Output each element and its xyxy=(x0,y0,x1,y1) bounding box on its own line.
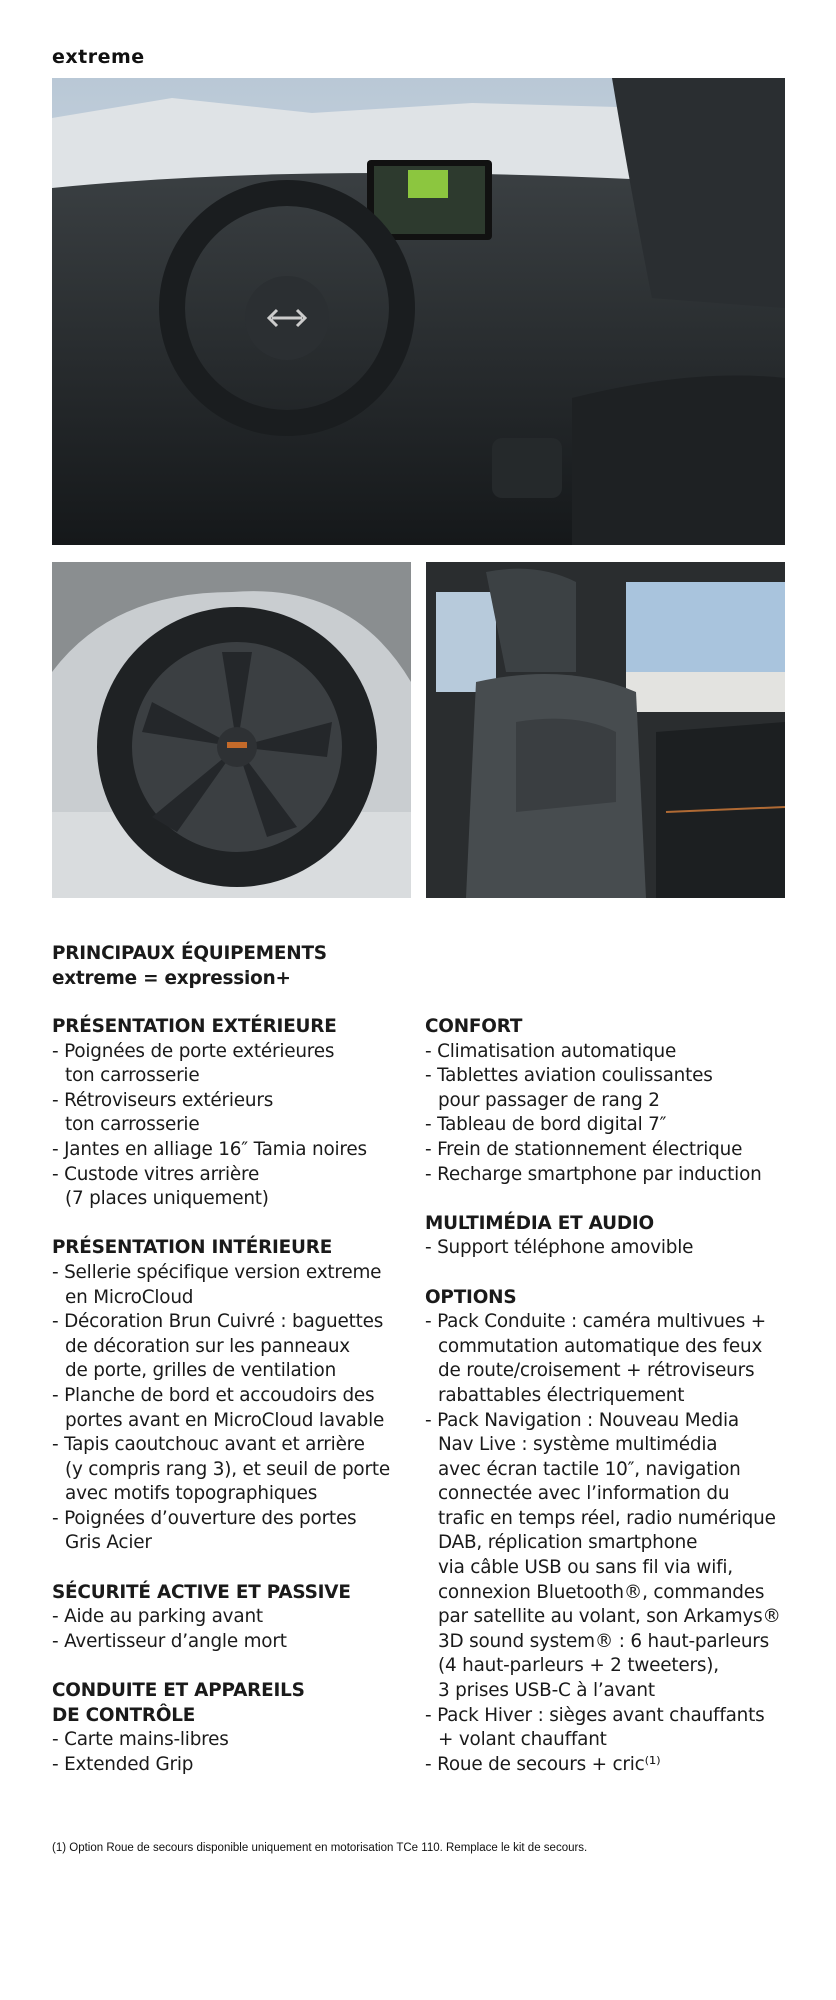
list-item-line: - Pack Hiver : sièges avant chauffants xyxy=(425,1704,765,1726)
list-item-line: - Poignées de porte extérieures xyxy=(52,1040,335,1062)
list-item-line: - Planche de bord et accoudoirs des xyxy=(52,1384,375,1406)
section-presentation-exterieure xyxy=(52,1015,417,1212)
list-item-line: de décoration sur les panneaux xyxy=(65,1335,350,1357)
list-item xyxy=(52,1040,417,1089)
dashboard-interior-photo xyxy=(52,78,785,545)
list-item-line: - Carte mains-libres xyxy=(52,1729,229,1751)
list-item-line: 3D sound system® : 6 haut-parleurs xyxy=(438,1630,770,1652)
list-item xyxy=(425,1753,805,1778)
intro-subtitle: extreme = expression+ xyxy=(52,967,291,989)
list-item-line: (7 places uniquement) xyxy=(65,1188,269,1210)
list-item-line: via câble USB ou sans fil via wifi, xyxy=(438,1557,733,1579)
list-item-line: - Climatisation automatique xyxy=(425,1040,677,1062)
section-multimedia-et-audio xyxy=(425,1212,805,1261)
section-confort xyxy=(425,1015,805,1187)
intro-title: PRINCIPAUX ÉQUIPEMENTS xyxy=(52,943,327,964)
list-item-line: en MicroCloud xyxy=(65,1286,194,1308)
intro-heading xyxy=(52,942,327,991)
section-title xyxy=(52,1679,417,1728)
list-item-line: - Décoration Brun Cuivré : baguettes xyxy=(52,1311,384,1333)
list-item-line: connexion Bluetooth®, commandes xyxy=(438,1581,765,1603)
list-item xyxy=(52,1630,417,1655)
list-item-line: commutation automatique des feux xyxy=(438,1335,763,1357)
list-item-line: - Poignées d’ouverture des portes xyxy=(52,1507,357,1529)
list-item xyxy=(425,1310,805,1408)
section-title-line: CONDUITE ET APPAREILS xyxy=(52,1680,305,1702)
list-item-line: (4 haut-parleurs + 2 tweeters), xyxy=(438,1655,719,1677)
section-securite-active-et-passive xyxy=(52,1581,417,1655)
right-column xyxy=(425,1015,805,1802)
left-column xyxy=(52,1015,417,1802)
list-item xyxy=(52,1138,417,1163)
list-item-line: portes avant en MicroCloud lavable xyxy=(65,1409,385,1431)
list-item-line: pour passager de rang 2 xyxy=(438,1089,660,1111)
list-item xyxy=(425,1113,805,1138)
list-item xyxy=(425,1163,805,1188)
list-item-line: Gris Acier xyxy=(65,1532,152,1554)
list-item-line: - Pack Navigation : Nouveau Media xyxy=(425,1409,739,1431)
section-title: PRÉSENTATION INTÉRIEURE xyxy=(52,1237,333,1259)
section-presentation-interieure xyxy=(52,1236,417,1556)
list-item-line: + volant chauffant xyxy=(438,1729,607,1751)
list-item xyxy=(52,1384,417,1433)
list-item-line: - Roue de secours + cric⁽¹⁾ xyxy=(425,1753,661,1775)
alloy-wheel-photo xyxy=(52,562,411,898)
brand-logo: extreme xyxy=(52,46,145,68)
list-item-line: - Recharge smartphone par induction xyxy=(425,1163,762,1185)
list-item xyxy=(52,1507,417,1556)
section-title: MULTIMÉDIA ET AUDIO xyxy=(425,1212,654,1234)
list-item xyxy=(425,1704,805,1753)
list-item-line: 3 prises USB-C à l’avant xyxy=(438,1680,655,1702)
list-item-line: - Tapis caoutchouc avant et arrière xyxy=(52,1434,365,1456)
list-item-line: - Tablettes aviation coulissantes xyxy=(425,1065,713,1087)
list-item-line: de porte, grilles de ventilation xyxy=(65,1360,337,1382)
list-item-line: connectée avec l’information du xyxy=(438,1483,730,1505)
list-item xyxy=(425,1409,805,1704)
list-item-line: - Extended Grip xyxy=(52,1753,194,1775)
list-item-line: avec motifs topographiques xyxy=(65,1483,318,1505)
list-item xyxy=(52,1261,417,1310)
list-item-line: - Avertisseur d’angle mort xyxy=(52,1630,287,1652)
section-title: CONFORT xyxy=(425,1016,523,1037)
footnote: (1) Option Roue de secours disponible uniquement en motorisation TCe 110. Remplace le kit de secours. xyxy=(52,1842,588,1854)
list-item-line: - Frein de stationnement électrique xyxy=(425,1138,743,1160)
list-item-line: par satellite au volant, son Arkamys® xyxy=(438,1606,781,1628)
section-options xyxy=(425,1286,805,1778)
list-item-line: - Jantes en alliage 16″ Tamia noires xyxy=(52,1138,367,1160)
list-item-line: - Support téléphone amovible xyxy=(425,1237,694,1259)
section-title-line: DE CONTRÔLE xyxy=(52,1704,196,1726)
list-item-line: - Aide au parking avant xyxy=(52,1606,263,1628)
list-item-line: ton carrosserie xyxy=(65,1065,200,1087)
list-item xyxy=(425,1064,805,1113)
front-seat-photo xyxy=(426,562,785,898)
list-item-line: trafic en temps réel, radio numérique xyxy=(438,1507,776,1529)
list-item-line: rabattables électriquement xyxy=(438,1384,685,1406)
list-item-line: - Custode vitres arrière xyxy=(52,1163,260,1185)
section-conduite-et-appareils-de-controle xyxy=(52,1679,417,1777)
list-item-line: - Pack Conduite : caméra multivues + xyxy=(425,1311,767,1333)
list-item xyxy=(425,1040,805,1065)
list-item xyxy=(52,1728,417,1753)
list-item xyxy=(52,1433,417,1507)
list-item xyxy=(52,1089,417,1138)
list-item-line: DAB, réplication smartphone xyxy=(438,1532,698,1554)
list-item-line: - Sellerie spécifique version extreme xyxy=(52,1261,382,1283)
list-item-line: avec écran tactile 10″, navigation xyxy=(438,1458,741,1480)
list-item xyxy=(52,1605,417,1630)
list-item xyxy=(425,1138,805,1163)
list-item-line: de route/croisement + rétroviseurs xyxy=(438,1360,755,1382)
list-item xyxy=(52,1753,417,1778)
list-item-line: - Rétroviseurs extérieurs xyxy=(52,1089,274,1111)
section-title: PRÉSENTATION EXTÉRIEURE xyxy=(52,1016,337,1037)
list-item-line: (y compris rang 3), et seuil de porte xyxy=(65,1458,390,1480)
list-item xyxy=(52,1163,417,1212)
list-item-line: Nav Live : système multimédia xyxy=(438,1434,718,1456)
list-item xyxy=(425,1236,805,1261)
section-title: OPTIONS xyxy=(425,1286,517,1308)
list-item-line: - Tableau de bord digital 7″ xyxy=(425,1114,667,1136)
list-item xyxy=(52,1310,417,1384)
list-item-line: ton carrosserie xyxy=(65,1114,200,1136)
section-title: SÉCURITÉ ACTIVE ET PASSIVE xyxy=(52,1581,351,1603)
